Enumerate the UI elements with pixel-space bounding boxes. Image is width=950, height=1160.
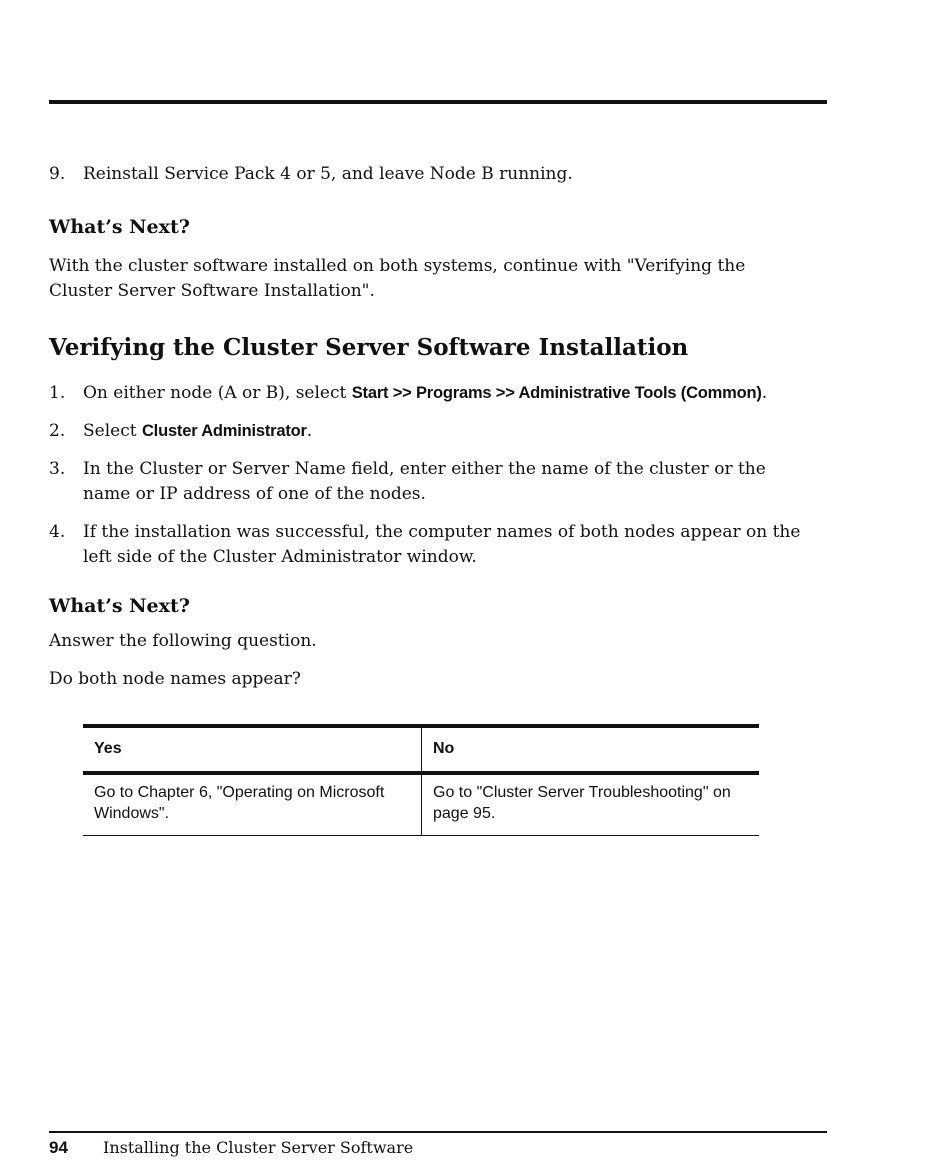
decision-table [83, 724, 759, 836]
step-item [49, 520, 809, 570]
table-cell-no: Go to "Cluster Server Troubleshooting" on page 95. [422, 773, 760, 836]
header-rule [49, 100, 827, 104]
step-number: 9. [49, 164, 66, 184]
step-text-after: . [306, 421, 313, 441]
section-title: Verifying the Cluster Server Software Installation [49, 334, 689, 361]
column-header-yes: Yes [83, 726, 422, 773]
column-header-no: No [422, 726, 760, 773]
table-row [83, 773, 759, 836]
step-text: If the installation was successful, the computer names of both nodes appear on the left side of the Cluster Administrator window. [83, 522, 801, 567]
menu-command: Cluster Administrator [141, 422, 307, 440]
step-number: 2. [49, 421, 66, 441]
step-text: In the Cluster or Server Name field, enter either the name of the cluster or the name or IP address of one of the nodes. [83, 459, 766, 504]
page-content [49, 162, 809, 692]
instruction-text: Answer the following question. [49, 631, 317, 651]
step-item [49, 419, 809, 444]
step-text-before: Select [83, 421, 142, 441]
step-text-after: . [761, 383, 768, 403]
table-cell-yes: Go to Chapter 6, "Operating on Microsoft Windows". [83, 773, 422, 836]
page-number: 94 [49, 1138, 68, 1157]
whats-next-text: With the cluster software installed on both systems, continue with "Verifying the Cluster Server Software Installation". [49, 256, 746, 301]
step-text [83, 419, 809, 444]
step-item [49, 457, 809, 507]
step-number: 3. [49, 459, 66, 479]
step-item [49, 162, 809, 187]
step-number: 1. [49, 383, 66, 403]
question-text: Do both node names appear? [49, 669, 301, 689]
step-text [83, 381, 809, 406]
table-header-row [83, 726, 759, 773]
menu-path: Start >> Programs >> Administrative Tools (Common) [351, 384, 762, 402]
chapter-title: Installing the Cluster Server Software [103, 1138, 414, 1157]
step-text-before: On either node (A or B), select [83, 383, 352, 403]
step-item [49, 381, 809, 406]
page-footer [49, 1138, 413, 1160]
whats-next-heading: What’s Next? [49, 595, 190, 617]
footer-rule [49, 1131, 827, 1133]
whats-next-heading: What’s Next? [49, 216, 190, 238]
step-text: Reinstall Service Pack 4 or 5, and leave Node B running. [83, 164, 573, 184]
step-number: 4. [49, 522, 66, 542]
